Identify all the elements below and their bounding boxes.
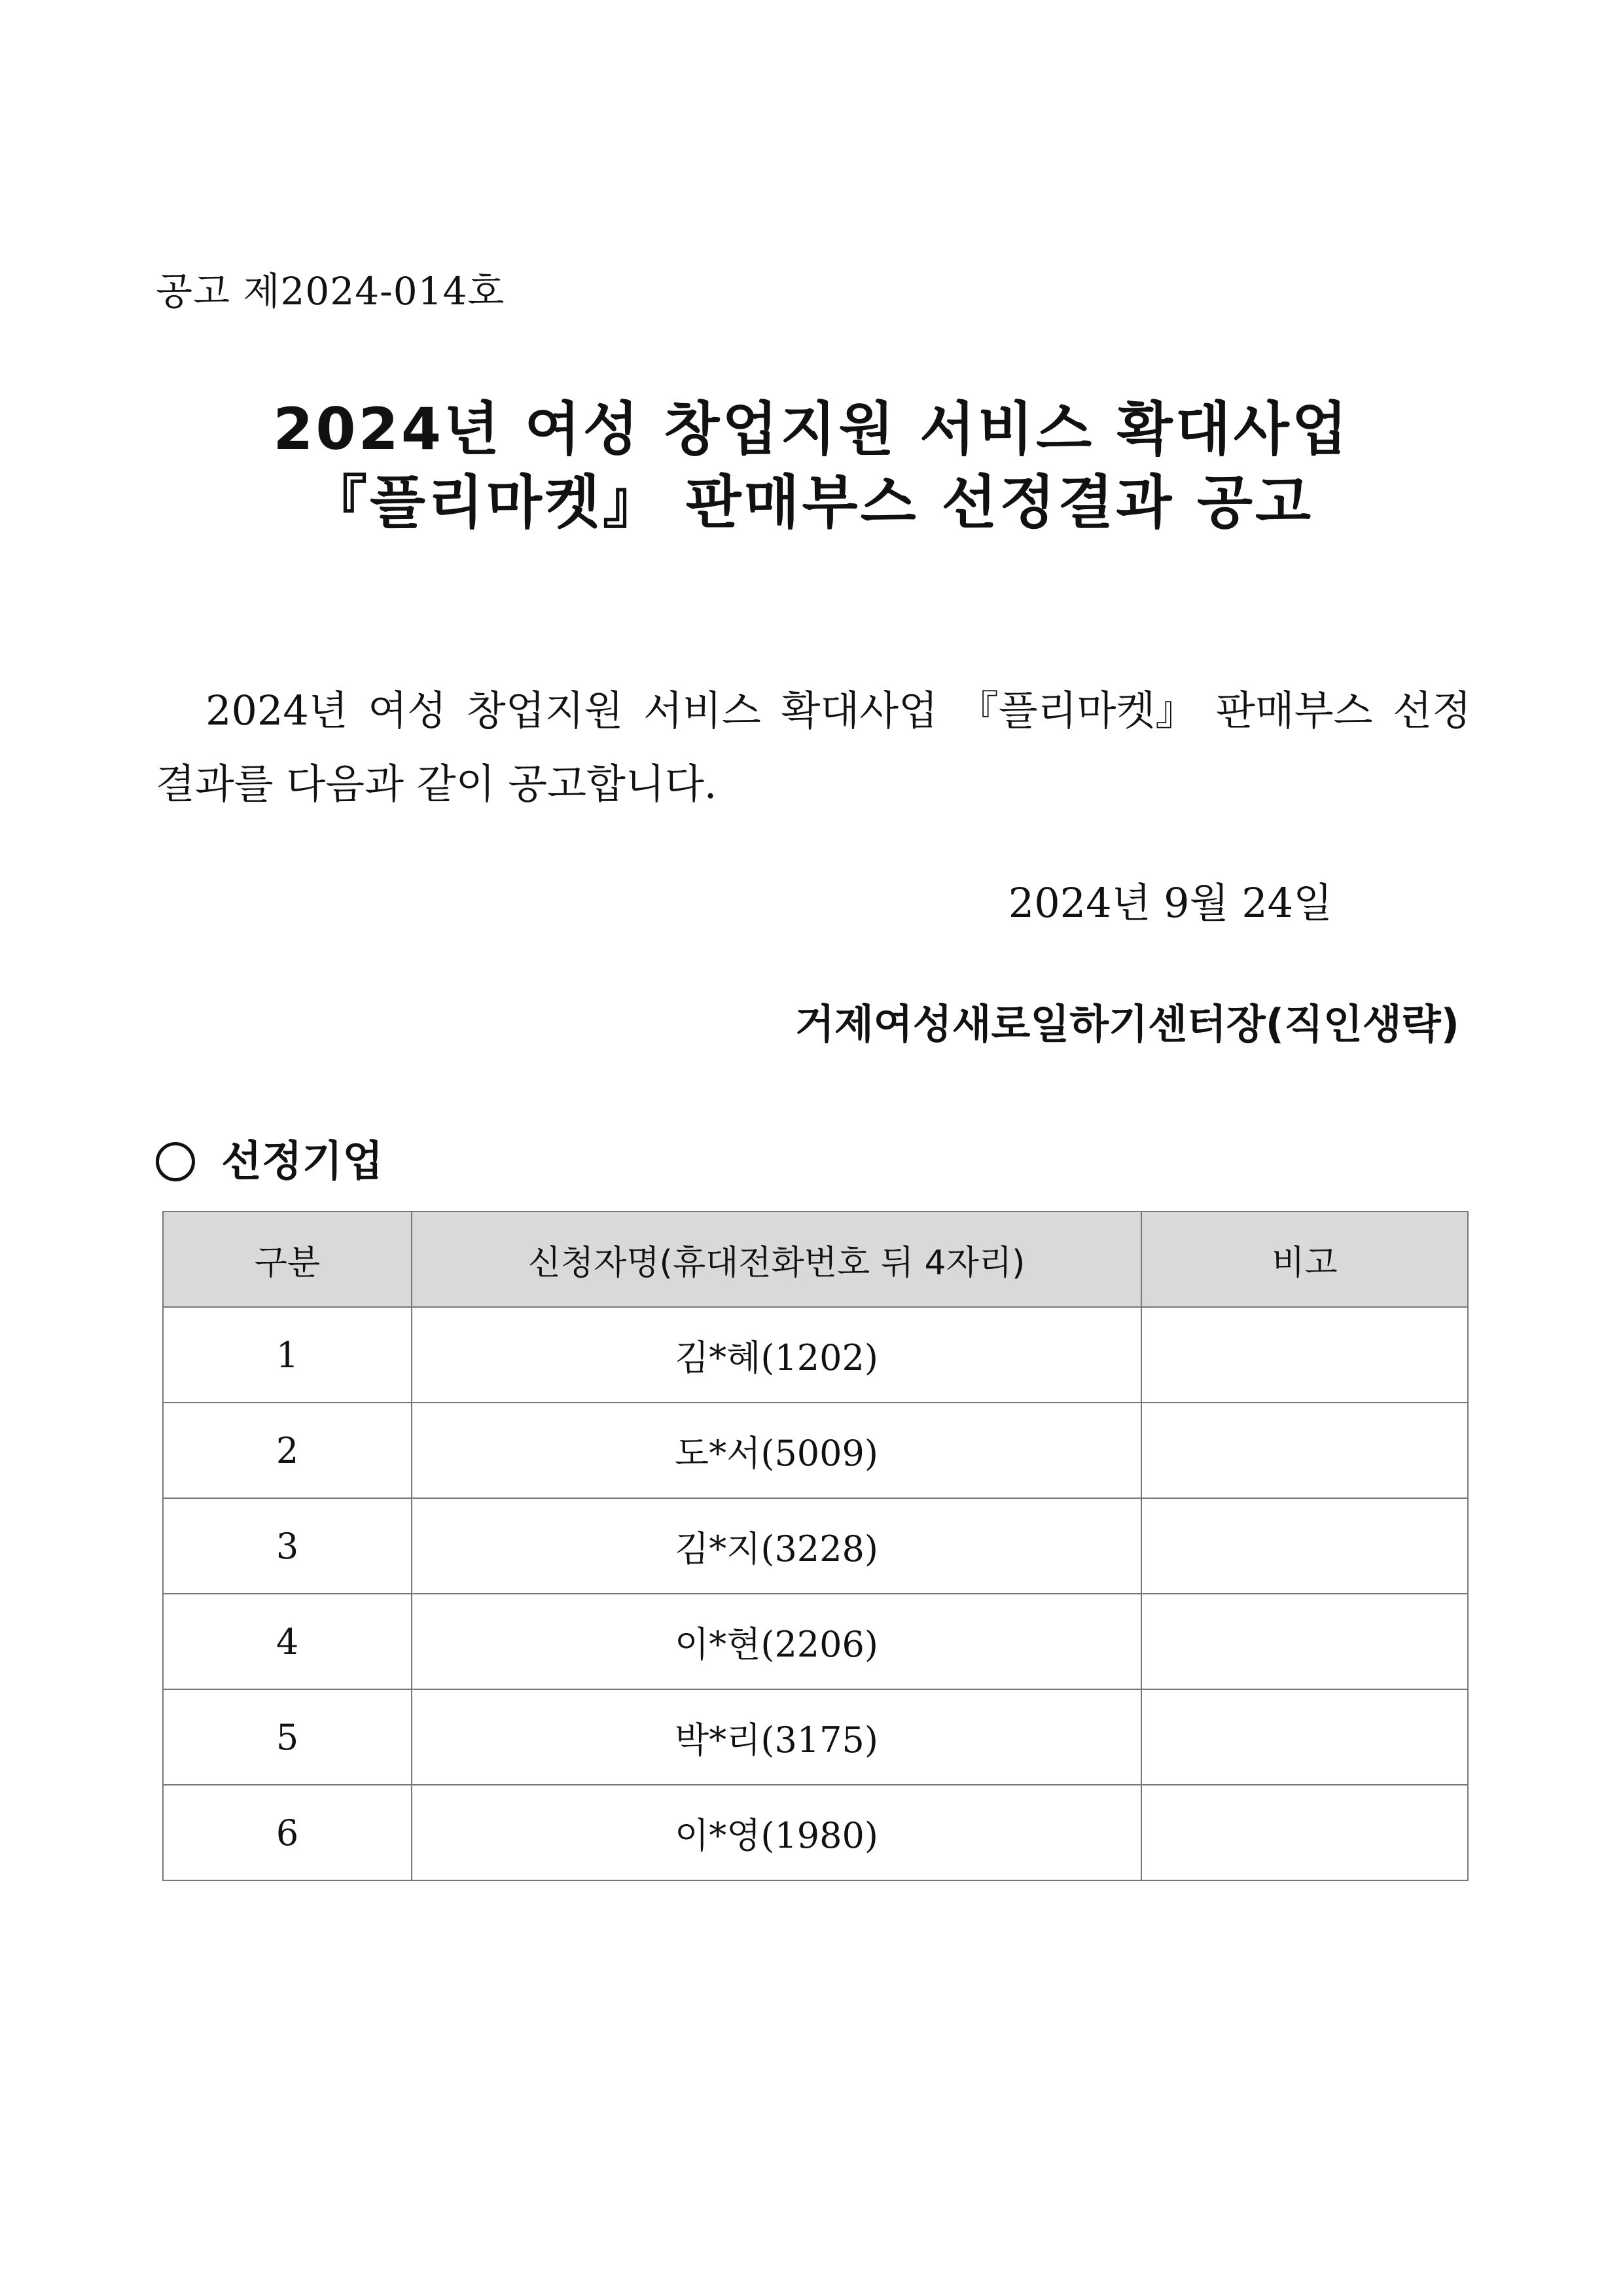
section-heading-label: 선정기업 <box>221 1138 383 1186</box>
notice-number: 공고 제2024-014호 <box>156 269 505 314</box>
remarks-cell <box>1141 1594 1468 1689</box>
table-header-row <box>163 1211 1468 1307</box>
body-word: 창업지원 <box>466 687 624 734</box>
row-number: 3 <box>163 1498 412 1594</box>
header-applicant-name: 신청자명(휴대전화번호 뒤 4자리) <box>412 1211 1141 1307</box>
applicant-name: 도*서(5009) <box>412 1403 1141 1498</box>
header-category: 구분 <box>163 1211 412 1307</box>
body-word: 판매부스 <box>1215 687 1373 734</box>
applicant-name: 김*지(3228) <box>412 1498 1141 1594</box>
body-word: 서비스 <box>643 687 761 734</box>
table-row <box>163 1498 1468 1594</box>
body-word: 선정 <box>1393 687 1471 734</box>
document-title <box>0 393 1623 539</box>
title-line-2: 『플리마켓』 판매부스 선정결과 공고 <box>309 469 1314 536</box>
applicant-name: 이*영(1980) <box>412 1785 1141 1880</box>
table-row <box>163 1403 1468 1498</box>
body-line-2: 결과를 다음과 같이 공고합니다. <box>156 760 717 808</box>
table-row <box>163 1594 1468 1689</box>
remarks-cell <box>1141 1403 1468 1498</box>
title-line-1: 2024년 여성 창업지원 서비스 확대사업 <box>273 395 1350 463</box>
notice-date: 2024년 9월 24일 <box>1008 879 1332 927</box>
applicant-name: 이*현(2206) <box>412 1594 1141 1689</box>
remarks-cell <box>1141 1689 1468 1785</box>
body-word: 2024년 <box>205 687 348 734</box>
row-number: 2 <box>163 1403 412 1498</box>
row-number: 6 <box>163 1785 412 1880</box>
announcement-body <box>156 674 1471 821</box>
body-line-1 <box>156 674 1471 747</box>
body-word: 여성 <box>368 687 447 734</box>
circle-bullet-icon <box>156 1142 195 1181</box>
applicant-name: 김*혜(1202) <box>412 1307 1141 1403</box>
table-row <box>163 1689 1468 1785</box>
applicant-name: 박*리(3175) <box>412 1689 1141 1785</box>
remarks-cell <box>1141 1785 1468 1880</box>
header-remarks: 비고 <box>1141 1211 1468 1307</box>
body-word: 확대사업 <box>781 687 938 734</box>
remarks-cell <box>1141 1307 1468 1403</box>
remarks-cell <box>1141 1498 1468 1594</box>
row-number: 1 <box>163 1307 412 1403</box>
table-row <box>163 1785 1468 1880</box>
body-word: 『플리마켓』 <box>957 687 1196 734</box>
row-number: 4 <box>163 1594 412 1689</box>
issuer-signature: 거제여성새로일하기센터장(직인생략) <box>795 1000 1459 1048</box>
row-number: 5 <box>163 1689 412 1785</box>
section-heading <box>156 1132 383 1191</box>
selection-results-table <box>162 1211 1469 1881</box>
table-row <box>163 1307 1468 1403</box>
